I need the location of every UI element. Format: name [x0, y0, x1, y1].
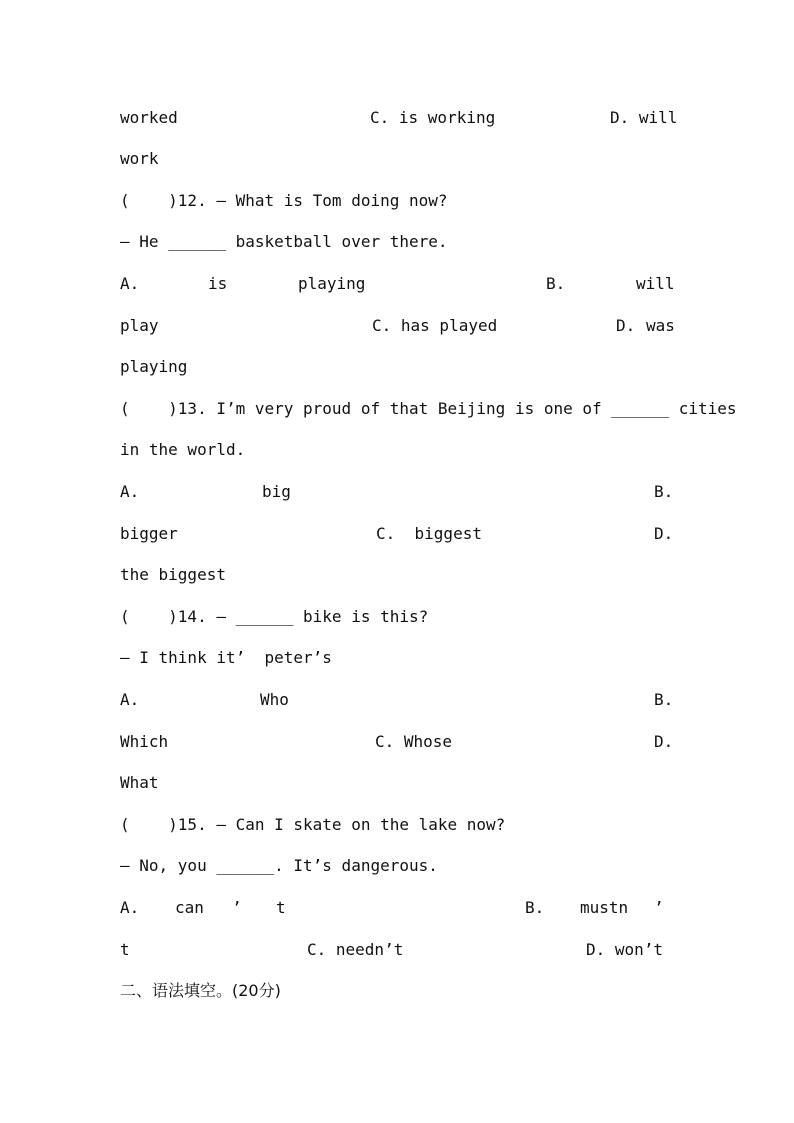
q15-option-d: D. won’t [586, 940, 664, 959]
q14-reply: — I think it’ peter’s [120, 648, 332, 667]
q14-option-c: C. Whose [375, 732, 453, 751]
q15-reply: — No, you ______. It’s dangerous. [120, 856, 438, 875]
q14-option-d-letter: D. [654, 732, 674, 751]
q13-option-d-letter: D. [654, 524, 674, 543]
q13-option-b-wrap: bigger [120, 524, 178, 543]
q13-stem: ( )13. I’m very proud of that Beijing is one of ______ cities [120, 399, 737, 418]
q15-option-a-letter: A. [120, 898, 140, 917]
q15-options-line-1 [120, 896, 676, 920]
q14-option-d-wrap: What [120, 773, 159, 792]
q13-option-b-letter: B. [654, 482, 674, 501]
q14-stem: ( )14. — ______ bike is this? [120, 607, 429, 626]
q12-option-d-word-1: was [646, 316, 675, 335]
q13-options-line-1 [120, 480, 676, 504]
q12-option-b-word-1: will [636, 274, 675, 293]
q15-option-a-word-2: ’ [232, 898, 242, 917]
q11-option-d-wrap: work [120, 149, 159, 168]
q14-options-line-1 [120, 688, 676, 712]
q11-options-line [120, 106, 676, 130]
q14-option-b-letter: B. [654, 690, 674, 709]
q12-option-d-letter: D. [616, 316, 636, 335]
q11-option-a-tail: worked [120, 108, 178, 127]
q13-option-d-wrap: the biggest [120, 565, 226, 584]
q14-option-a-letter: A. [120, 690, 140, 709]
q15-option-b-wrap: t [120, 940, 130, 959]
q12-option-b-letter: B. [546, 274, 566, 293]
q14-options-line-2 [120, 730, 676, 754]
q15-option-b-word-2: ’ [654, 898, 664, 917]
q12-option-a-word-2: playing [298, 274, 366, 293]
q13-option-a-letter: A. [120, 482, 140, 501]
q12-options-line-1 [120, 272, 676, 296]
q12-options-line-2 [120, 314, 676, 338]
q11-option-d: D. will [610, 108, 678, 127]
q15-option-b-word-1: mustn [580, 898, 629, 917]
q15-option-b-letter: B. [525, 898, 545, 917]
q12-stem: ( )12. — What is Tom doing now? [120, 191, 448, 210]
q13-option-c: C. biggest [376, 524, 482, 543]
section-2-heading: 二、语法填空。(20分) [120, 981, 281, 1000]
q12-reply: — He ______ basketball over there. [120, 232, 448, 251]
q12-option-c: C. has played [372, 316, 498, 335]
q14-option-a-text: Who [260, 690, 289, 709]
q12-option-b-wrap: play [120, 316, 159, 335]
q12-option-d-wrap: playing [120, 357, 188, 376]
q15-option-a-word-1: can [175, 898, 204, 917]
q14-option-b-wrap: Which [120, 732, 169, 751]
q13-stem-wrap: in the world. [120, 440, 246, 459]
q12-option-a-word-1: is [208, 274, 228, 293]
q11-option-c: C. is working [370, 108, 496, 127]
q15-option-a-word-3: t [276, 898, 286, 917]
q13-option-a-text: big [262, 482, 291, 501]
q15-stem: ( )15. — Can I skate on the lake now? [120, 815, 506, 834]
q13-options-line-2 [120, 522, 676, 546]
q12-option-a-letter: A. [120, 274, 140, 293]
q15-option-c: C. needn’t [307, 940, 404, 959]
q15-options-line-2 [120, 938, 676, 962]
